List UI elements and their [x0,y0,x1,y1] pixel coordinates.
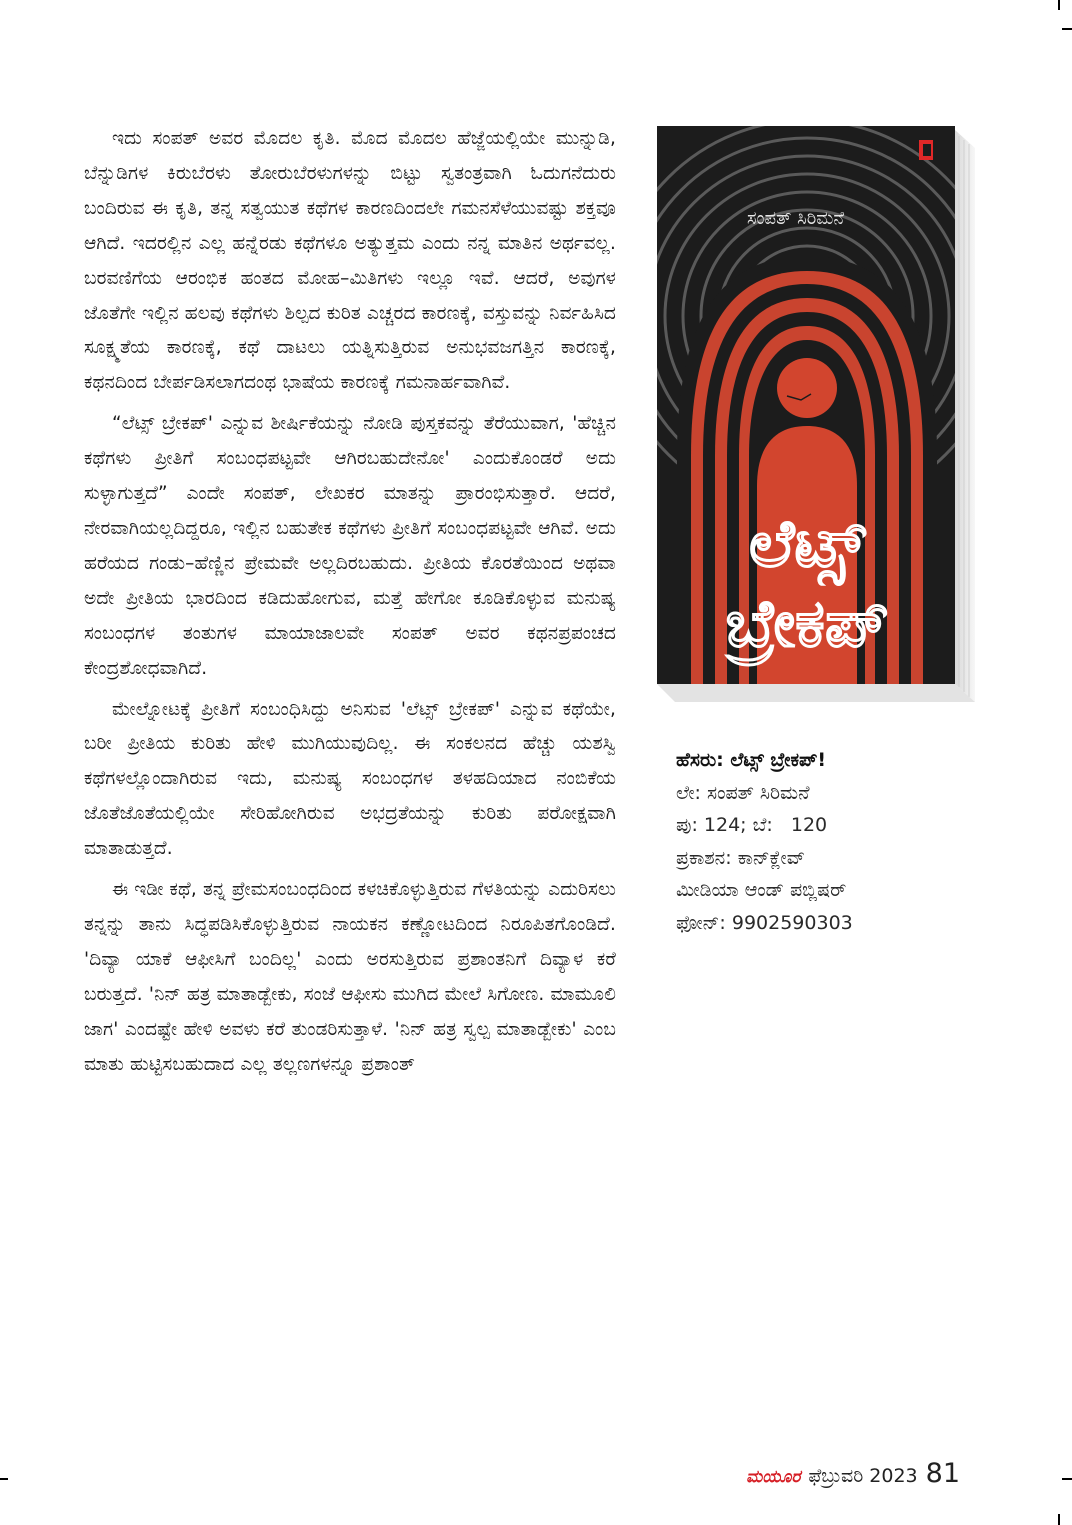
book-cover-image [657,126,977,706]
book-publisher-cont: ಮೀಡಿಯಾ ಆಂಡ್ ಪಬ್ಲಿಷರ್ [676,879,847,901]
cover-title-line2: ಬ್ರೇಕಪ್ [725,585,889,662]
article-body [84,122,616,1088]
book-publisher: ಪ್ರಕಾಶನ: ಕಾನ್‌ಕ್ಲೇವ್ [676,846,806,869]
paragraph: “ಲೆಟ್ಸ್ ಬ್ರೇಕಪ್' ಎನ್ನುವ ಶೀರ್ಷಿಕೆಯನ್ನು ನೋಡಿ ಪುಸ್ತಕವನ್ನು ತೆರೆಯುವಾಗ, 'ಹೆಚ್ಚಿನ ಕಥೆಗಳು ಪ್ರೀತಿಗೆ ಸಂಬಂಧಪಟ್ಟವೇ ಆಗಿರಬಹುದೇನೋ' ಎಂದುಕೊಂಡರೆ ಅದು ಸುಳ್ಳಾಗುತ್ತದೆ” ಎಂದೇ ಸಂಪತ್, ಲೇಖಕರ ಮಾತನ್ನು ಪ್ರಾರಂಭಿಸುತ್ತಾರೆ. ಆದರೆ, ನೇರವಾಗಿಯಲ್ಲದಿದ್ದರೂ, ಇಲ್ಲಿನ ಬಹುತೇಕ ಕಥೆಗಳು ಪ್ರೀತಿಗೆ ಸಂಬಂಧಪಟ್ಟವೇ ಆಗಿವೆ. ಅದು ಹರೆಯದ ಗಂಡು–ಹೆಣ್ಣಿನ ಪ್ರೇಮವೇ ಅಲ್ಲದಿರಬಹುದು. ಪ್ರೀತಿಯ ಕೊರತೆಯಿಂದ ಅಥವಾ ಅದೇ ಪ್ರೀತಿಯ ಭಾರದಿಂದ ಕಡಿದುಹೋಗುವ, ಮತ್ತೆ ಹೇಗೋ ಕೂಡಿಕೊಳ್ಳುವ ಮನುಷ್ಯ ಸಂಬಂಧಗಳ ತಂತುಗಳ ಮಾಯಾಜಾಲವೇ ಸಂಪತ್ ಅವರ ಕಥನಪ್ರಪಂಚದ ಕೇಂದ್ರಶೋಧವಾಗಿದೆ. [84,413,616,679]
book-pages-price: ಪು: 124; ಬೆ: 120 [676,814,828,836]
paragraph: ಈ ಇಡೀ ಕಥೆ, ತನ್ನ ಪ್ರೇಮಸಂಬಂಧದಿಂದ ಕಳಚಿಕೊಳ್ಳುತ್ತಿರುವ ಗೆಳತಿಯನ್ನು ಎದುರಿಸಲು ತನ್ನನ್ನು ತಾನು ಸಿದ್ಧಪಡಿಸಿಕೊಳ್ಳುತ್ತಿರುವ ನಾಯಕನ ಕಣ್ಣೋಟದಿಂದ ನಿರೂಪಿತಗೊಂಡಿದೆ. 'ದಿವ್ಯಾ ಯಾಕೆ ಆಫೀಸಿಗೆ ಬಂದಿಲ್ಲ' ಎಂದು ಅರಸುತ್ತಿರುವ ಪ್ರಶಾಂತನಿಗೆ ದಿವ್ಯಾಳ ಕರೆ ಬರುತ್ತದೆ. 'ನಿನ್ ಹತ್ರ ಮಾತಾಡ್ಬೇಕು, ಸಂಜೆ ಆಫೀಸು ಮುಗಿದ ಮೇಲೆ ಸಿಗೋಣ. ಮಾಮೂಲಿ ಜಾಗ' ಎಂದಷ್ಟೇ ಹೇಳಿ ಅವಳು ಕರೆ ತುಂಡರಿಸುತ್ತಾಳೆ. 'ನಿನ್ ಹತ್ರ ಸ್ವಲ್ಪ ಮಾತಾಡ್ಬೇಕು' ಎಂಬ ಮಾತು ಹುಟ್ಟಿಸಬಹುದಾದ ಎಲ್ಲ ತಲ್ಲಣಗಳನ್ನೂ ಪ್ರಶಾಂತ್ [84,879,616,1075]
book-phone: ಫೋನ್: 9902590303 [676,911,853,934]
page-footer [746,1458,960,1490]
magazine-logo: ಮಯೂರ [746,1467,801,1487]
issue-date: ಫೆಬ್ರುವರಿ 2023 [808,1465,918,1487]
crop-mark [1062,1478,1072,1480]
paragraph: ಇದು ಸಂಪತ್ ಅವರ ಮೊದಲ ಕೃತಿ. ಮೊದ ಮೊದಲ ಹೆಜ್ಜೆಯಲ್ಲಿಯೇ ಮುನ್ನುಡಿ, ಬೆನ್ನುಡಿಗಳ ಕಿರುಬೆರಳು ತೋರುಬೆರಳುಗಳನ್ನು ಬಿಟ್ಟು ಸ್ವತಂತ್ರವಾಗಿ ಓದುಗನೆದುರು ಬಂದಿರುವ ಈ ಕೃತಿ, ತನ್ನ ಸತ್ವಯುತ ಕಥೆಗಳ ಕಾರಣದಿಂದಲೇ ಗಮನಸೆಳೆಯುವಷ್ಟು ಶಕ್ತವೂ ಆಗಿದೆ. ಇದರಲ್ಲಿನ ಎಲ್ಲ ಹನ್ನೆರಡು ಕಥೆಗಳೂ ಅತ್ಯುತ್ತಮ ಎಂದು ನನ್ನ ಮಾತಿನ ಅರ್ಥವಲ್ಲ. ಬರವಣಿಗೆಯ ಆರಂಭಿಕ ಹಂತದ ಮೋಹ–ಮಿತಿಗಳು ಇಲ್ಲೂ ಇವೆ. ಆದರೆ, ಅವುಗಳ ಜೊತೆಗೇ ಇಲ್ಲಿನ ಹಲವು ಕಥೆಗಳು ಶಿಲ್ಪದ ಕುರಿತ ಎಚ್ಚರದ ಕಾರಣಕ್ಕೆ, ವಸ್ತುವನ್ನು ನಿರ್ವಹಿಸಿದ ಸೂಕ್ಷ್ಮತೆಯ ಕಾರಣಕ್ಕೆ, ಕಥೆ ದಾಟಲು ಯತ್ನಿಸುತ್ತಿರುವ ಅನುಭವಜಗತ್ತಿನ ಕಾರಣಕ್ಕೆ, ಕಥನದಿಂದ ಬೇರ್ಪಡಿಸಲಾಗದಂಥ ಭಾಷೆಯ ಕಾರಣಕ್ಕೆ ಗಮನಾರ್ಹವಾಗಿವೆ. [84,128,616,394]
cover-title-line1: ಲೆಟ್ಸ್ [748,505,866,582]
page-number: 81 [925,1458,960,1489]
book-title: ಹೆಸರು: ಲೆಟ್ಸ್ ಬ್ರೇಕಪ್! [676,749,826,771]
crop-mark [1058,1514,1060,1525]
cover-author-text: ಸಂಪತ್ ಸಿರಿಮನೆ [747,208,845,229]
crop-mark [0,1478,8,1480]
book-author: ಲೇ: ಸಂಪತ್ ಸಿರಿಮನೆ [676,781,810,804]
crop-mark [1062,28,1072,30]
crop-mark [1058,0,1060,10]
book-info [676,744,976,939]
paragraph: ಮೇಲ್ನೋಟಕ್ಕೆ ಪ್ರೀತಿಗೆ ಸಂಬಂಧಿಸಿದ್ದು ಅನಿಸುವ 'ಲೆಟ್ಸ್ ಬ್ರೇಕಪ್' ಎನ್ನುವ ಕಥೆಯೇ, ಬರೀ ಪ್ರೀತಿಯ ಕುರಿತು ಹೇಳಿ ಮುಗಿಯುವುದಿಲ್ಲ. ಈ ಸಂಕಲನದ ಹೆಚ್ಚು ಯಶಸ್ವಿ ಕಥೆಗಳಲ್ಲೊಂದಾಗಿರುವ ಇದು, ಮನುಷ್ಯ ಸಂಬಂಧಗಳ ತಳಹದಿಯಾದ ನಂಬಿಕೆಯ ಜೊತೆಜೊತೆಯಲ್ಲಿಯೇ ಸೇರಿಹೋಗಿರುವ ಅಭದ್ರತೆಯನ್ನು ಕುರಿತು ಪರೋಕ್ಷವಾಗಿ ಮಾತಾಡುತ್ತದೆ. [84,698,616,860]
